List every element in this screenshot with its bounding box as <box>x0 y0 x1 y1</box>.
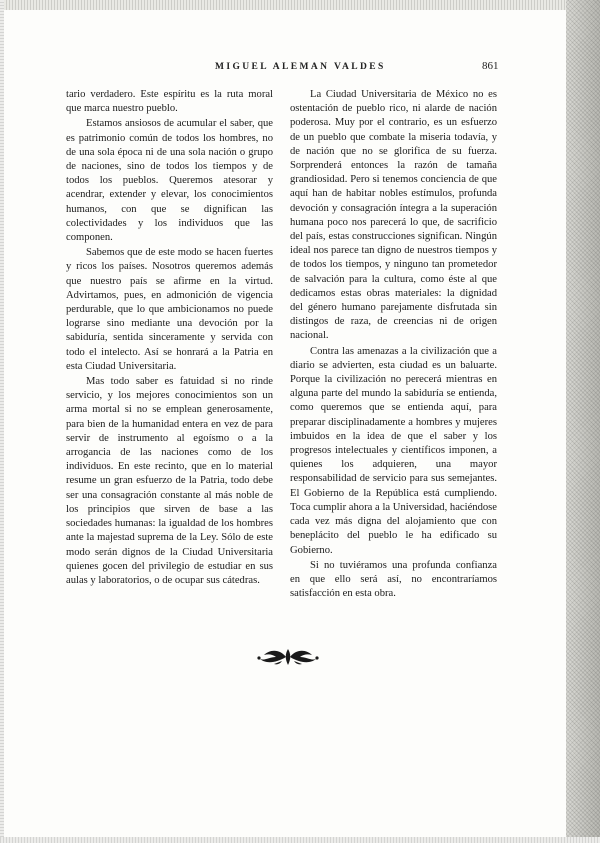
left-column <box>66 88 273 588</box>
page-top-edge <box>0 0 600 10</box>
paragraph: Mas todo saber es fatuidad si no rinde servicio, y los mejores conocimientos son un arma mortal si no se emplean generosamente, para bien de la humanidad entera en vez de para servir de instrumento al egoísmo o a la arrogancia de las naciones como de los individuos. En este recinto, que en lo material resume un gran esfuerzo de la Patria, todo debe ser una consagración constante al más noble de los principios que sirven de base a las sociedades humanas: la igualdad de los hombres ante la majestad suprema de la Ley. Sólo de este modo serán dignos de la Ciudad Universitaria quienes gocen del privilegio de estudiar en sus aulas y laboratorios, o de ocupar sus cátedras. <box>66 376 273 586</box>
paragraph: Estamos ansiosos de acumular el saber, que es patrimonio común de todos los hombres, no de una sola época ni de una sola nación o grupo de naciones, sino de todos los tiempos y de todos los pueblos. Queremos atesorar y acendrar, extender y elevar, los conocimientos humanos, con que se dignifican las colectividades y los individuos que las componen. <box>66 118 273 244</box>
running-head: MIGUEL ALEMAN VALDES <box>215 62 386 72</box>
page-right-edge <box>566 0 600 843</box>
page-left-edge <box>0 0 4 843</box>
page-number: 861 <box>482 60 499 72</box>
page-bottom-edge <box>0 837 600 843</box>
paragraph: Si no tuviéramos una profunda confianza en que ello será así, no encontraríamos satisfacción en esta obra. <box>290 559 497 600</box>
paragraph: tario verdadero. Este espíritu es la ruta moral que marca nuestro pueblo. <box>66 89 273 115</box>
paragraph: La Ciudad Universitaria de México no es ostentación de pueblo rico, ni alarde de nación poderosa. Muy por el contrario, es un esfuerzo de un pueblo que combate la miseria todavía, y de nación que no se glorifica de su fuerza. Sorprenderá entonces la razón de tamaña grandiosidad. Pero si tenemos conciencia de que aquí han de habitar nobles estímulos, profunda devoción y consagración íntegra a la superación humana poco nos parecerá lo que, de sacrificio del país, estas construcciones significan. Ningún ideal nos parece tan digno de nuestros tiempos y de todos los tiempos, y ninguno tan prometedor de salvación para la cultura, como éste al que dedicamos estas obras materiales: la dignidad del género humano parejamente disfrutada sin distingos de raza, de creencias ni de origen nacional. <box>290 89 497 342</box>
fleuron-icon <box>256 645 320 667</box>
paragraph: Sabemos que de este modo se hacen fuertes y ricos los países. Nosotros queremos además que nuestro país se afirme en la virtud. Advirtamos, pues, en admonición de vigencia perdurable, que lo que ambicionamos no puede lograrse sino mediante una devoción por la sabiduría, sentida sinceramente y servida con todo el intelecto. Así se honrará a la Patria en esta Ciudad Universitaria. <box>66 247 273 372</box>
right-column <box>290 88 497 601</box>
paragraph: Contra las amenazas a la civilización que a diario se advierten, esta ciudad es un baluarte. Porque la civilización no perecerá mientras en alguna parte del mundo la sabiduría se entienda, como queremos que se entienda aquí, para preparar disciplinadamente a hombres y mujeres imbuidos en la idea de que el saber y los progresos intelectuales y científicos imponen, a quienes los adquieren, una mayor responsabilidad de servicio para sus semejantes. El Gobierno de la República está cumpliendo. Toca cumplir ahora a la Universidad, haciéndose cada vez más digna del alojamiento que con beneplácito del pueblo le ha edificado su Gobierno. <box>290 345 497 556</box>
